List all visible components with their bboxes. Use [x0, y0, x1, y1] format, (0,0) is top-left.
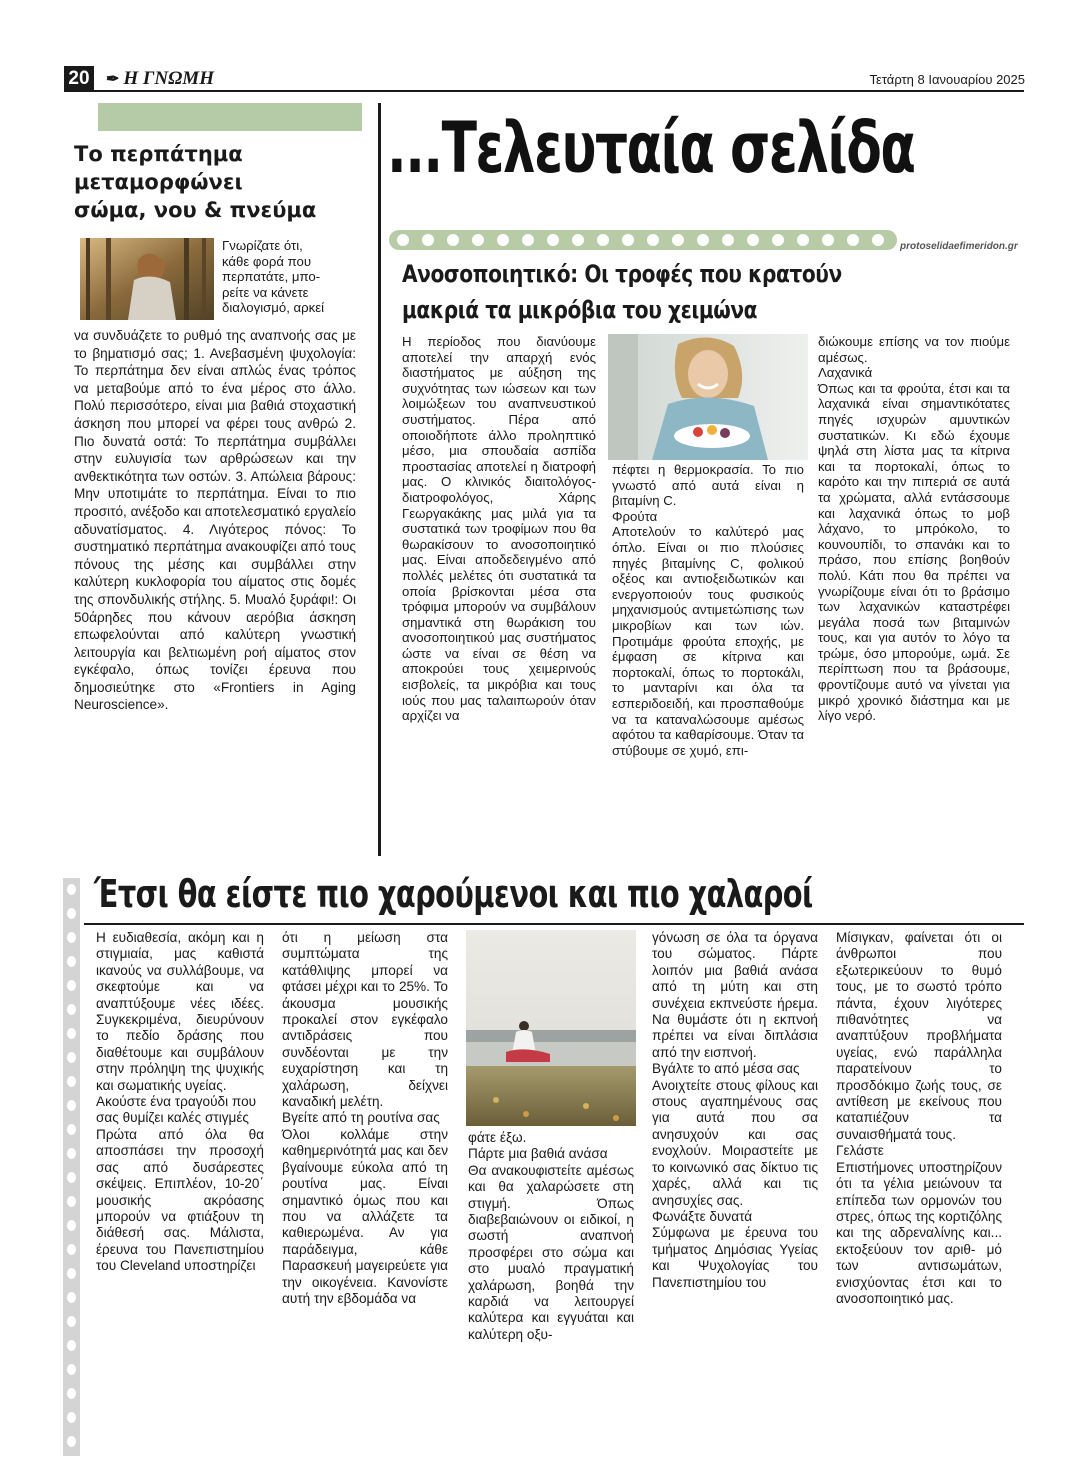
text-line: κάθε φορά που [222, 253, 312, 269]
film-hole [67, 1124, 76, 1135]
article3-paragraph: Πρώτα από όλα θα αποσπάσει την προσοχή σας από δυσάρεστες σκέψεις. Επιπλέον, 10-20΄ μουσικής ακρόασης μπορούν να φτιάξουν τη διάθεσή σας. Μάλιστα, έρευνα του Πανεπιστημίου του Cleveland υποστηρίζει [96, 1126, 264, 1274]
article3-paragraph: ότι η μείωση στα συμπτώματα της κατάθλιψης μπορεί να φτάσει μέχρι και το 25%. Το άκουσμα μουσικής προκαλεί στον εγκέφαλο αντιδράσεις που συνδέονται με την ευχαρίστηση και τη χαλάρωση, δείχνει καναδική μελέτη. [282, 930, 448, 1110]
article2-col3 [818, 334, 1010, 724]
article2-paragraph: πέφτει η θερμοκρασία. Το πιο γνωστό από αυτά είναι η βιταμίνη C. [612, 462, 804, 509]
article2-paragraph: Αποτελούν το καλύτερό μας όπλο. Είναι οι πιο πλούσιες πηγές βιταμίνης C, φολικού οξέος και αντιοξειδωτικών και ενεργοποιούν τους φυσικούς μηχανισμούς αντιμετώπισης των μικροβίων και των ιών. Προτιμάμε φρούτα εποχής, με έμφαση σε κίτρινα και πορτοκαλί, όπως το πορτοκάλι, το μανταρίνι και όλα τα εσπεριδοειδή, και προσπαθούμε να τα καταναλώσουμε αμέσως αφότου τα καθαρίσουμε. Όταν τα στύβουμε σε χυμό, επι- [612, 524, 804, 758]
dot-icon [572, 234, 584, 246]
article2-subhead-vegetables: Λαχανικά [818, 365, 873, 381]
dot-icon [547, 234, 559, 246]
dot-icon [597, 234, 609, 246]
film-hole [67, 1028, 76, 1039]
article2-col1 [402, 334, 596, 724]
article3-col2 [282, 930, 448, 1307]
article3-title: Έτσι θα είστε πιο χαρούμενοι και πιο χαλαροί [94, 872, 813, 916]
section-title: ...Τελευταία σελίδα [387, 107, 915, 189]
article3-paragraph: Θα ανακουφιστείτε αμέσως και θα χαλαρώσετε στη στιγμή. Όπως διαβεβαιώνουν οι ειδικοί, η σωστή αναπνοή προσφέρει στο σώμα και στο μυαλό πραγματική χαλάρωση, βοηθά την καρδιά να λειτουργεί καλύτερα και εγγυάται και καλύτερη οξυ- [468, 1162, 634, 1342]
publication-logo [106, 66, 246, 92]
film-hole [67, 1052, 76, 1063]
article1-photo [80, 238, 214, 320]
film-hole [67, 1076, 76, 1087]
article3-subhead-song: Ακούστε ένα τραγούδι που σας θυμίζει καλές στιγμές [96, 1094, 257, 1126]
dot-icon [472, 234, 484, 246]
page-number: 20 [64, 66, 94, 92]
dot-icon [522, 234, 534, 246]
dot-icon [672, 234, 684, 246]
filmstrip-ornament [63, 878, 80, 1456]
dot-icon [747, 234, 759, 246]
article2-subhead-fruits: Φρούτα [612, 508, 658, 524]
publication-name: Η ΓΝΩΜΗ [123, 68, 214, 89]
article3-col5 [836, 930, 1002, 1307]
article2-col2 [612, 462, 804, 758]
article3-title-rule [84, 923, 1024, 925]
header-rule [94, 90, 1024, 92]
article3-col4 [652, 930, 818, 1291]
source-site: protoselidaefimeridon.gr [900, 241, 1018, 252]
article2-title-line: Ανοσοποιητικό: Οι τροφές που κρατούν [402, 260, 842, 288]
film-hole [67, 1172, 76, 1183]
issue-date: Τετάρτη 8 Ιανουαρίου 2025 [869, 72, 1025, 87]
film-hole [67, 1148, 76, 1159]
dot-icon [497, 234, 509, 246]
quill-icon: ✒ [106, 71, 120, 88]
text-line: Γνωρίζατε ότι, [222, 238, 303, 253]
article3-subhead-shout: Φωνάξτε δυνατά [652, 1208, 753, 1224]
dot-icon [397, 234, 409, 246]
film-hole [67, 1244, 76, 1255]
dot-icon [697, 234, 709, 246]
dot-icon [847, 234, 859, 246]
article1-paragraph: να συνδυάζετε το ρυθμό της αναπνοής σας με το βηματισμό σας; 1. Ανεβασμένη ψυχολογία: Το περπάτημα δεν είναι απλώς ένας τρόπος να μεταβούμε από το ένα μέρος στο άλλο. Πολύ περισσότερο, είναι μια βαθιά στοχαστική άσκηση που μπορεί να φέρει τους ανθρώ 2. Πιο δυνατά οστά: Το περπάτημα συμβάλλει στην ευλυγισία των αρθρώσεων και την ανθεκτικότητα των οστών. 3. Απώλεια βάρους: Μην υποτιμάτε το περπάτημα. Είναι το πιο προσιτό, ανέξοδο και αποτελεσματικό εργαλείο αδυνατίσματος. 4. Λιγότερος πόνος: Το συστηματικό περπάτημα ανακουφίζει από τους πόνους της μέσης και συμβάλλει στην καλύτερη κυκλοφορία του αίματος στις δομές της σπονδυλικής στήλης. 5. Μυαλό ξυράφι!: Οι 50άρηδες που κάνουν αερόβια άσκηση επωφελούνται από καλύτερη γνωστική λειτουργία και βελτιωμένη ροή αίματος στον εγκέφαλο, όπως τονίζει έρευνα που δημοσιεύτηκε στο «Frontiers in Aging Neuroscience». [74, 328, 356, 713]
dot-icon [822, 234, 834, 246]
smiling-woman-eating-fruit-bowl-photo [608, 334, 808, 460]
dot-icon [647, 234, 659, 246]
article3-col3 [468, 1130, 634, 1343]
film-hole [67, 956, 76, 967]
dot-icon [422, 234, 434, 246]
film-hole [67, 1292, 76, 1303]
article3-subhead-laugh: Γελάστε [836, 1143, 884, 1159]
film-hole [67, 932, 76, 943]
text-line: περπατάτε, μπο- [222, 269, 321, 285]
dot-icon [447, 234, 459, 246]
article3-col1 [96, 930, 264, 1275]
article1-title-line: μεταμορφώνει [74, 170, 243, 194]
column-divider [378, 103, 381, 856]
article3-paragraph: Μίσιγκαν, φαίνεται ότι οι άνθρωποι που εξωτερικεύουν το θυμό τους, με το σωστό τρόπο πάντα, έχουν λιγότερες πιθανότητες να αναπτύξουν προβλήματα υγείας, ενώ παράλληλα παρατείνουν το προσδόκιμο ζωής τους, σε αντίθεση με εκείνους που καταπιέζουν τα συναισθήματά τους. [836, 930, 1002, 1142]
dot-icon [872, 234, 884, 246]
article2-paragraph: Η περίοδος που διανύουμε αποτελεί την απαρχή ενός διαστήματος με αύξηση της συχνότητας των ιώσεων και των λοιμώξεων του αναπνευστικού συστήματος. Πέρα από οποιοδήποτε άλλο προληπτικό μέσο, μια σπουδαία ασπίδα προστασίας αποτελεί η διατροφή μας. Ο κλινικός διαιτολόγος-διατροφολόγος, Χάρης Γεωργακάκης μας μιλά για τα συστατικά των τροφίμων που θα θωρακίσουν το ανοσοποιητικό μας. Είναι αποδεδειγμένο από πολλές μελέτες ότι συστατικά τα οποία βρίσκονται μέσα στα τρόφιμα μπορούν να συμβάλουν σημαντικά στη θωράκιση του ανοσοποιητικού μας συστήματος ώστε να είναι σε θέση να αποκρούει τους χειμερινούς εισβολείς, τα μικρόβια και τους ιούς που μας ταλαιπωρούν όταν αρχίζει να [402, 334, 596, 724]
film-hole [67, 1364, 76, 1375]
dotted-separator [389, 230, 897, 250]
dot-icon [797, 234, 809, 246]
article3-paragraph: φάτε έξω. [468, 1130, 527, 1145]
article2-title-line: μακριά τα μικρόβια του χειμώνα [402, 296, 758, 324]
film-hole [67, 1268, 76, 1279]
article2-paragraph: Όπως και τα φρούτα, έτσι και τα λαχανικά είναι σημαντικότατες πηγές ισχυρών αμυντικών συστατικών. Κι εδώ έχουμε ψηλά στη λίστα μας τα κίτρινα και τα πορτοκαλί, όπως το καρότο και την πιπεριά σε αυτά τα χρώματα, αλλά εντάσσουμε και λαχανικά όπως το μοβ λάχανο, το μπρόκολο, το κουνουπίδι, το σπανάκι και το πράσο, που επίσης βοηθούν πολύ. Κάτι που θα πρέπει να γνωρίζουμε είναι ότι το βράσιμο των λαχανικών καταστρέφει μεγάλα ποσά των βιταμινών τους, και για αυτόν το λόγο τα τρώμε, όσο μπορούμε, ωμά. Σε περίπτωση που τα βράσουμε, φροντίζουμε αυτό να γίνεται για μικρό χρονικό διάστημα και με λίγο νερό. [818, 380, 1010, 724]
film-hole [67, 1436, 76, 1447]
film-hole [67, 1196, 76, 1207]
article2-paragraph: διώκουμε επίσης να τον πιούμε αμέσως. [818, 334, 1010, 365]
article1-text-beside-photo [222, 238, 356, 316]
film-hole [67, 1340, 76, 1351]
article1-body [74, 327, 356, 714]
film-hole [67, 980, 76, 991]
film-hole [67, 1220, 76, 1231]
article1-title-line: σώμα, νου & πνεύμα [74, 198, 317, 222]
woman-walking-in-forest-photo [80, 238, 214, 320]
film-hole [67, 1412, 76, 1423]
article2-photo [608, 334, 808, 460]
article2-title [402, 256, 940, 328]
article3-paragraph: Ανοιχτείτε στους φίλους και στους αγαπημένους σας για αυτά που σα ανησυχούν και σας ενοχλούν. Μοιραστείτε με το κοινωνικό σας δίκτυο τις χαρές, αλλά και τις ανησυχίες σας. [652, 1077, 818, 1208]
film-hole [67, 1004, 76, 1015]
article1-title-line: Το περπάτημα [74, 142, 243, 166]
film-hole [67, 1100, 76, 1111]
film-hole [67, 884, 76, 895]
article3-paragraph: Η ευδιαθεσία, ακόμη και η στιγμιαία, μας καθιστά ικανούς να συλλάβουμε, να σκεφτούμε και να αναπτύξουμε νέες ιδέες. Συγκεκριμένα, διευρύνουν το πεδίο δράσης που διαθέτουμε και συμβάλουν στην πρόληψη της ψυχικής και σωματικής υγείας. [96, 930, 264, 1093]
film-hole [67, 1388, 76, 1399]
article1-title-band [98, 103, 362, 131]
person-meditating-by-lake-photo [466, 930, 636, 1126]
text-line: διαλογισμό, αρκεί [222, 300, 325, 316]
dot-icon [622, 234, 634, 246]
article3-paragraph: Σύμφωνα με έρευνα του τμήματος Δημόσιας Υγείας και Ψυχολογίας του Πανεπιστημίου του [652, 1225, 818, 1290]
article3-paragraph: Επιστήμονες υποστηρίζουν ότι τα γέλια μειώνουν τα επίπεδα των ορμονών του στρες, όπως της κορτιζόλης και της αδρεναλίνης και... εκτοξεύουν τον αριθ- μό των αντισωμάτων, ενισχύοντας έτσι και το ανοσοποιητικό μας. [836, 1159, 1002, 1306]
article3-subhead-breath: Πάρτε μια βαθιά ανάσα [468, 1146, 608, 1162]
article1-title [74, 140, 364, 224]
dot-icon [772, 234, 784, 246]
article3-subhead-routine: Βγείτε από τη ρουτίνα σας [282, 1110, 440, 1126]
article3-paragraph: Όλοι κολλάμε στην καθημερινότητά μας και δεν βγαίνουμε εύκολα από τη ρουτίνα μας. Είναι σημαντικό όμως που και που να αλλάζετε τα καθιερωμένα. Αν για παράδειγμα, κάθε Παρασκευή μαγειρεύετε για την οικογένεια. Κανονίστε αυτή την εβδομάδα να [282, 1126, 448, 1306]
article3-subhead-open-up: Βγάλτε το από μέσα σας [652, 1061, 800, 1077]
film-hole [67, 1316, 76, 1327]
article3-paragraph: γόνωση σε όλα τα όργανα του σώματος. Πάρτε λοιπόν μια βαθιά ανάσα από τη μύτη και στη συνέχεια εκπνεύστε ήρεμα. Να θυμάστε ότι η εκπνοή πρέπει να είναι διπλάσια από την εισπνοή. [652, 930, 818, 1060]
article3-photo [466, 930, 636, 1126]
text-line: ρείτε να κάνετε [222, 284, 309, 300]
film-hole [67, 908, 76, 919]
dot-icon [722, 234, 734, 246]
